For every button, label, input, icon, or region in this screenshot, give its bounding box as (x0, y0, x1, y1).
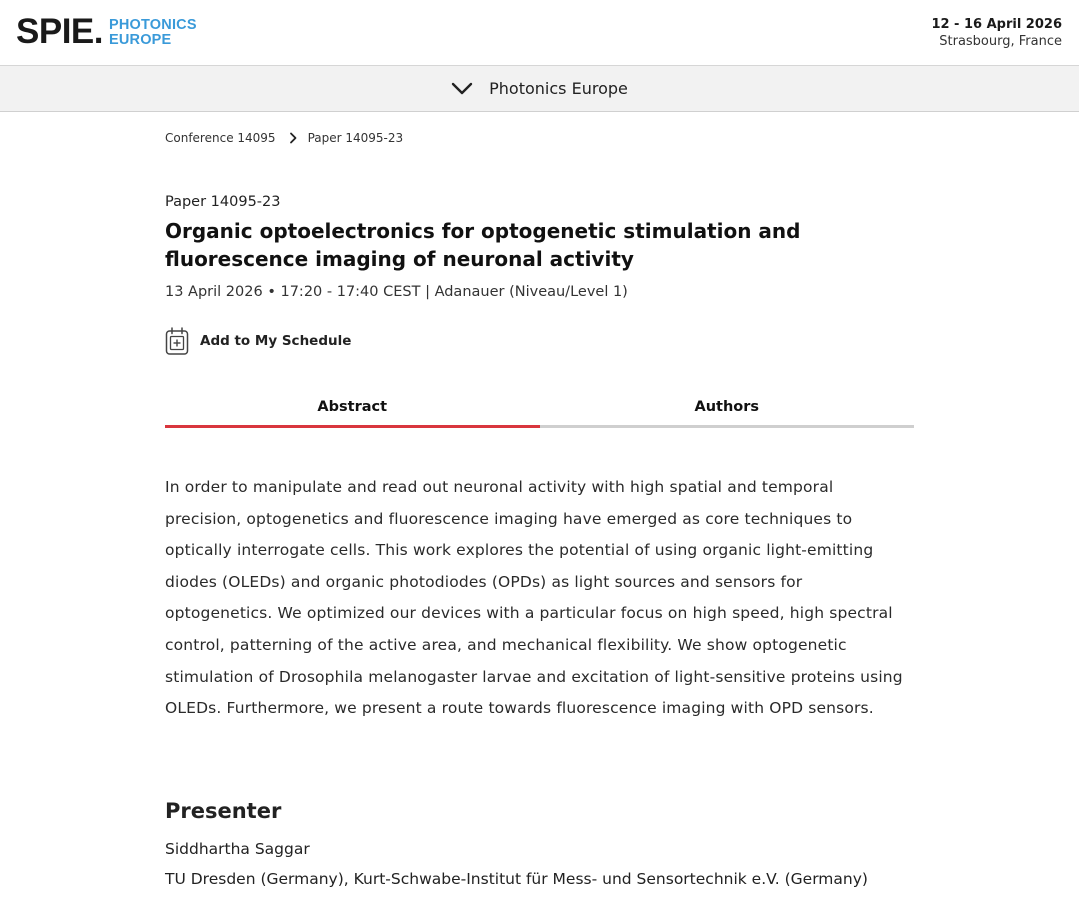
presenter-heading: Presenter (165, 799, 282, 823)
calendar-add-icon (165, 326, 189, 356)
event-dates: 12 - 16 April 2026 (931, 17, 1062, 32)
chevron-down-icon (451, 82, 473, 96)
event-info (931, 16, 1062, 50)
paper-title: Organic optoelectronics for optogenetic stimulation and fluorescence imaging of neuronal activity (165, 219, 801, 271)
breadcrumb-paper: Paper 14095-23 (307, 131, 404, 145)
breadcrumb-conference[interactable]: Conference 14095 (165, 131, 276, 145)
logo-subtitle-line1: PHOTONICS (108, 17, 197, 33)
event-location: Strasbourg, France (939, 34, 1062, 49)
event-nav-label: Photonics Europe (489, 79, 628, 98)
abstract-text: In order to manipulate and read out neuronal activity with high spatial and temporal precision, optogenetics and fluorescence imaging have emerged as core techniques to optically interrogate cells. This work explores the potential of using organic light-emitting diodes (OLEDs) and organic photodiodes (OPDs) as light sources and sensors for optogenetics. We optimized our devices with a particular focus on high speed, high spectral control, patterning of the active area, and mechanical flexibility. We show optogenetic stimulation of Drosophila melanogaster larvae and excitation of light-sensitive proteins using OLEDs. Furthermore, we present a route towards fluorescence imaging with OPD sensors. (165, 478, 903, 718)
breadcrumb (165, 131, 403, 145)
add-to-schedule-label: Add to My Schedule (200, 333, 352, 349)
spie-photonics-europe-logo[interactable] (16, 14, 197, 50)
add-to-schedule-button[interactable] (165, 326, 351, 356)
chevron-right-icon (289, 132, 297, 144)
presenter-name[interactable]: Siddhartha Saggar (165, 840, 310, 858)
logo-subtitle (109, 18, 197, 48)
logo-spie-text: SPIE. (16, 12, 103, 51)
paper-session-info: 13 April 2026 • 17:20 - 17:40 CEST | Adanauer (Niveau/Level 1) (165, 284, 628, 300)
logo-subtitle-line2: EUROPE (108, 32, 172, 48)
paper-id: Paper 14095-23 (165, 194, 281, 210)
presenter-affiliation: TU Dresden (Germany), Kurt-Schwabe-Institut für Mess- und Sensortechnik e.V. (Germany) (165, 870, 868, 888)
event-nav-toggle[interactable] (0, 66, 1079, 112)
site-header (0, 0, 1079, 66)
paper-tabs (165, 399, 914, 428)
tab-abstract[interactable]: Abstract (165, 399, 540, 428)
tab-authors[interactable]: Authors (540, 399, 915, 428)
